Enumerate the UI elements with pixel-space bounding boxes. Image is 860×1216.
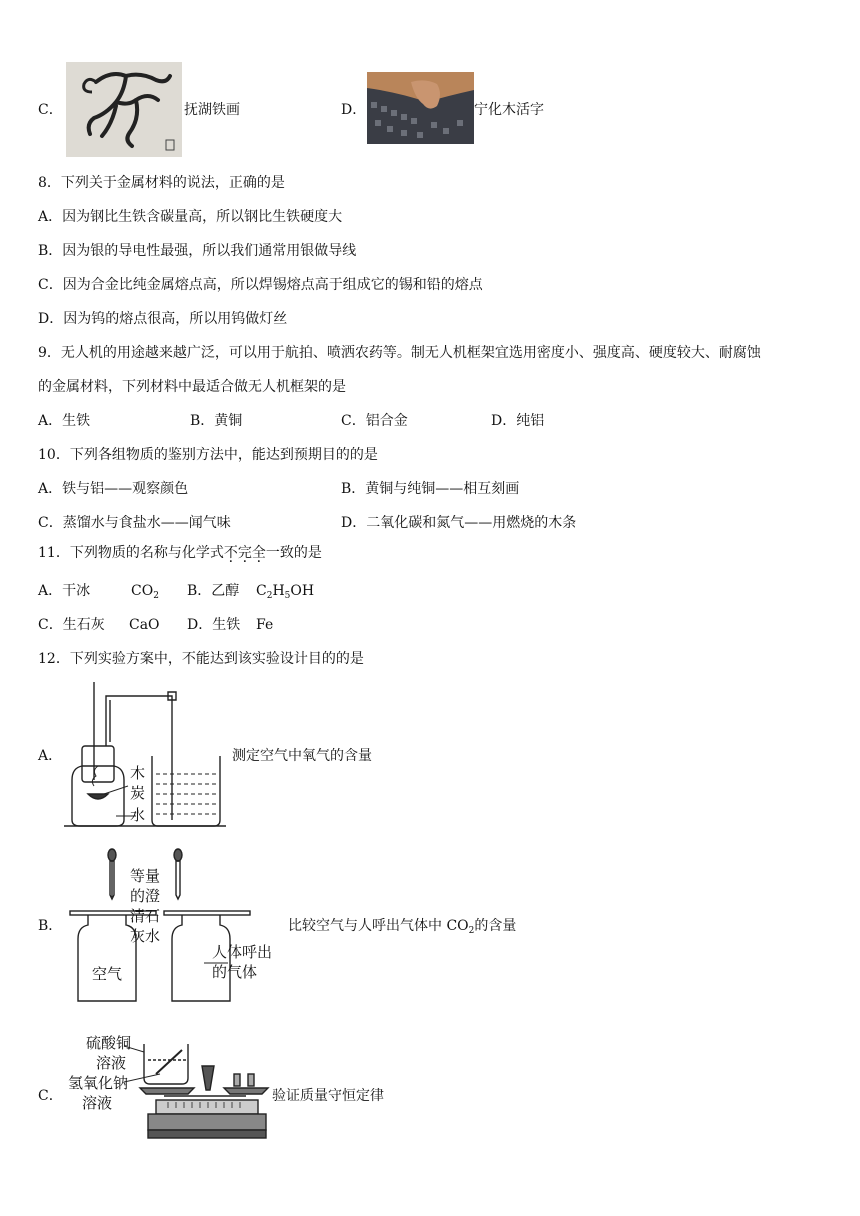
q8-option-c: C．因为合金比纯金属熔点高，所以焊锡熔点高于组成它的锡和铅的熔点 <box>38 277 483 293</box>
q11-stem <box>38 544 322 562</box>
q9-stem-line1: 9．无人机的用途越来越广泛，可以用于航拍、喷洒农药等。制无人机框架宜选用密度小、强度高、硬度较大、耐腐蚀 <box>38 345 761 361</box>
q11-option-d-formula: Fe <box>256 617 274 633</box>
svg-text:氢氧化钠: 氢氧化钠 <box>68 1074 129 1092</box>
q11-option-c-label: C．生石灰 <box>38 617 105 633</box>
svg-text:硫酸铜: 硫酸铜 <box>86 1034 132 1052</box>
q8-option-d: D．因为钨的熔点很高，所以用钨做灯丝 <box>38 311 288 327</box>
q7-option-c-caption: 抚湖铁画 <box>184 102 240 118</box>
svg-text:灰水: 灰水 <box>130 927 161 945</box>
q8-option-b: B．因为银的导电性最强，所以我们通常用银做导线 <box>38 243 357 259</box>
label-charcoal-2: 炭 <box>130 784 146 802</box>
q11-emphasis-char-1: 不 <box>223 545 238 561</box>
q12-option-b-desc: 比较空气与人呼出气体中 $CO_2$的含量 <box>288 918 517 936</box>
svg-text:清石: 清石 <box>130 907 161 925</box>
limewater-comparison-diagram <box>64 845 286 1007</box>
svg-text:的澄: 的澄 <box>130 887 161 905</box>
q10-stem: 10．下列各组物质的鉴别方法中，能达到预期目的的是 <box>38 447 378 463</box>
q12-option-c-label: C． <box>38 1088 63 1104</box>
q10-option-d: D．二氧化碳和氮气——用燃烧的木条 <box>341 515 577 531</box>
q11-emphasis-char-3: 全 <box>251 545 266 561</box>
svg-text:人体呼出: 人体呼出 <box>212 943 273 961</box>
q9-option-a: A．生铁 <box>38 413 91 429</box>
q9-option-c: C．铝合金 <box>341 413 408 429</box>
q11-option-c-formula: CaO <box>129 617 160 633</box>
q9-stem-line2: 的金属材料，下列材料中最适合做无人机框架的是 <box>38 379 346 395</box>
q11-option-a-formula: $CO_2$ <box>131 583 159 601</box>
svg-text:等量: 等量 <box>130 867 161 885</box>
q9-option-b: B．黄铜 <box>190 413 243 429</box>
q10-option-b: B．黄铜与纯铜——相互刻画 <box>341 481 520 497</box>
q8-option-a: A．因为钢比生铁含碳量高，所以钢比生铁硬度大 <box>38 209 343 225</box>
q11-stem-pre: 11．下列物质的名称与化学式 <box>38 545 224 561</box>
svg-text:空气: 空气 <box>92 965 123 983</box>
q11-option-a-label: A．干冰 <box>38 583 91 599</box>
q7-option-c-label: C． <box>38 102 63 118</box>
q11-option-b-label: B．乙醇 <box>187 583 240 599</box>
svg-text:溶液: 溶液 <box>96 1054 127 1072</box>
q12-option-b-label: B． <box>38 918 63 934</box>
q10-option-c: C．蒸馏水与食盐水——闻气味 <box>38 515 231 531</box>
q11-option-d-label: D．生铁 <box>187 617 241 633</box>
q11-option-b-formula: $C_2H_5OH$ <box>256 583 315 601</box>
wooden-movable-type-image <box>367 72 474 144</box>
q7-option-d-label: D． <box>341 102 367 118</box>
q12-option-a-label: A． <box>38 748 63 764</box>
q8-stem: 8．下列关于金属材料的说法，正确的是 <box>38 175 285 191</box>
svg-text:溶液: 溶液 <box>82 1094 113 1112</box>
q12-option-a-desc: 测定空气中氧气的含量 <box>232 748 372 764</box>
q11-stem-post: 一致的是 <box>265 545 322 561</box>
charcoal-oxygen-apparatus-diagram <box>64 680 230 830</box>
q12-stem: 12．下列实验方案中，不能达到该实验设计目的的是 <box>38 651 364 667</box>
label-water: 水 <box>130 806 146 824</box>
q12-option-c-desc: 验证质量守恒定律 <box>272 1088 384 1104</box>
mass-conservation-balance-diagram <box>64 1030 274 1148</box>
q7-option-d-caption: 宁化木活字 <box>474 102 544 118</box>
svg-text:的气体: 的气体 <box>212 963 258 981</box>
q10-option-a: A．铁与铝——观察颜色 <box>38 481 189 497</box>
label-charcoal-1: 木 <box>130 764 146 782</box>
horse-iron-painting-image <box>66 62 182 157</box>
q11-emphasis-char-2: 完 <box>237 545 252 561</box>
q9-option-d: D．纯铝 <box>491 413 545 429</box>
